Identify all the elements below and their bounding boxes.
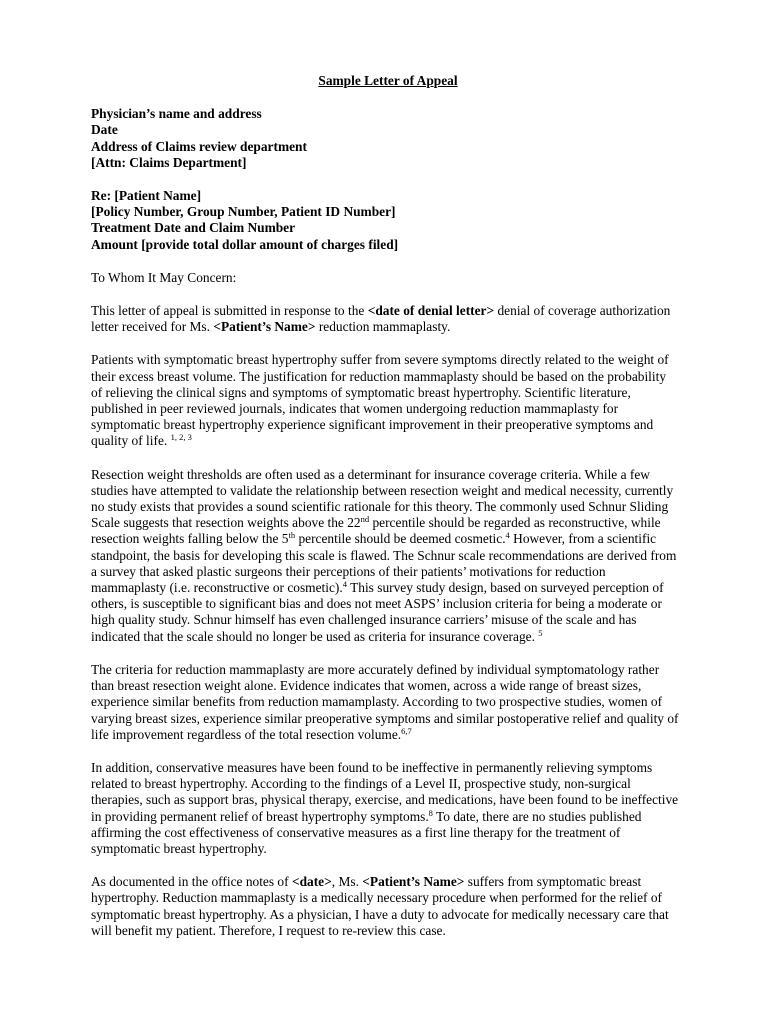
text-segment: Resection weight thresholds are often used as a determinant for insurance coverage criteria. While a few studies have attempted to validate the relationship between resection weight and medical necessity, currently no study exists that provides a sound scientific rationale for this theory. The commonly used Schnur Sliding Scale suggests that resection weights above the 22 bbox=[91, 466, 674, 531]
re-amount-line: Amount [provide total dollar amount of charges filed] bbox=[91, 236, 399, 252]
page-title: Sample Letter of Appeal bbox=[318, 73, 458, 88]
text-segment: This survey study design, based on surveyed perception of others, is susceptible to significant bias and does not meet ASPS’ inclusion criteria for being a moderate or high quality study. Schnur himself has even challenged insurance carriers’ misuse of the scale and has indicated that the scale should no longer be used as criteria for insurance coverage. bbox=[91, 580, 664, 644]
paragraph-intro bbox=[91, 303, 680, 335]
re-patient-line: Re: [Patient Name] bbox=[91, 188, 202, 204]
text-segment: However, from a scientific standpoint, the basis for developing this scale is flawed. The Schnur scale recommendations are derived from a survey that asked plastic surgeons their perceptions of their patients’ motivations for reduction mammaplasty (i.e. reconstructive or cosmetic). bbox=[91, 531, 677, 596]
paragraph-symptoms bbox=[91, 352, 680, 449]
text-segment: , Ms. bbox=[331, 874, 363, 890]
text-segment: As documented in the office notes of bbox=[91, 874, 292, 890]
paragraph-criteria bbox=[91, 662, 680, 743]
office-notes-date-placeholder: <date> bbox=[291, 874, 332, 890]
re-treatment-line: Treatment Date and Claim Number bbox=[91, 220, 296, 236]
text-segment: In addition, conservative measures have been found to be ineffective in permanently relieving symptoms related to breast hypertrophy. According to the findings of a Level II, prospective study, non-surgical therapies, such as support bras, physical therapy, exercise, and medications, have been found to be ineffective in providing permanent relief of breast hypertrophy symptoms. bbox=[91, 759, 679, 824]
ordinal-suffix: nd bbox=[360, 514, 370, 525]
patient-name-placeholder: <Patient’s Name> bbox=[362, 874, 465, 890]
sender-address-block bbox=[91, 106, 680, 171]
ordinal-suffix: th bbox=[288, 530, 296, 541]
re-block bbox=[91, 188, 680, 253]
text-segment: percentile should be regarded as reconstructive, while resection weights falling below the 5 bbox=[91, 515, 661, 547]
paragraph-resection-weight bbox=[91, 467, 680, 645]
attention-line: [Attn: Claims Department] bbox=[91, 154, 247, 170]
citation: 8 bbox=[428, 807, 433, 818]
text-segment: reduction mammaplasty. bbox=[315, 319, 451, 335]
text-segment: The criteria for reduction mammaplasty are more accurately defined by individual symptomatology rather than breast resection weight alone. Evidence indicates that women, across a wide range of breast sizes, experience similar benefits from reduction mamamplasty. According to two prospective studies, women of varying breast sizes, experience similar preoperative symptoms and similar postoperative relief and quality of life improvement regardless of the total resection volume. bbox=[91, 661, 679, 742]
denial-date-placeholder: <date of denial letter> bbox=[367, 303, 495, 319]
text-segment: suffers from symptomatic breast hypertrophy. Reduction mammaplasty is a medically necessary procedure when performed for the relief of symptomatic breast hypertrophy. As a physician, I have a duty to advocate for medically necessary care that will benefit my patient. Therefore, I request to re-review this case. bbox=[91, 874, 669, 938]
citation: 4 bbox=[342, 579, 347, 590]
salutation: To Whom It May Concern: bbox=[91, 269, 237, 285]
re-policy-line: [Policy Number, Group Number, Patient ID Number] bbox=[91, 204, 396, 220]
date-line: Date bbox=[91, 122, 118, 138]
citation: 6,7 bbox=[401, 725, 412, 736]
paragraph-request bbox=[91, 874, 680, 939]
text-segment: Patients with symptomatic breast hypertrophy suffer from severe symptoms directly related to the weight of their excess breast volume. The justification for reduction mammaplasty should be based on the probability of relieving the clinical signs and symptoms of symptomatic breast hypertrophy. Scientific literature, published in peer reviewed journals, indicates that women undergoing reduction mammaplasty for symptomatic breast hypertrophy experience significant improvement in their preoperative symptoms and quality of life. bbox=[91, 352, 669, 449]
citation: 4 bbox=[505, 530, 510, 541]
citation: 1, 2, 3 bbox=[170, 432, 192, 443]
text-segment: percentile should be deemed cosmetic. bbox=[295, 531, 506, 547]
text-segment: denial of coverage authorization letter received for Ms. bbox=[91, 303, 671, 335]
patient-name-placeholder: <Patient’s Name> bbox=[213, 319, 316, 335]
text-segment: To date, there are no studies published affirming the cost effectiveness of conservative measures as a first line therapy for the treatment of symptomatic breast hypertrophy. bbox=[91, 808, 642, 856]
citation: 5 bbox=[538, 627, 543, 638]
physician-name-line: Physician’s name and address bbox=[91, 106, 262, 122]
claims-address-line: Address of Claims review department bbox=[91, 138, 307, 154]
paragraph-conservative-measures bbox=[91, 760, 680, 857]
text-segment: This letter of appeal is submitted in response to the bbox=[91, 303, 368, 319]
